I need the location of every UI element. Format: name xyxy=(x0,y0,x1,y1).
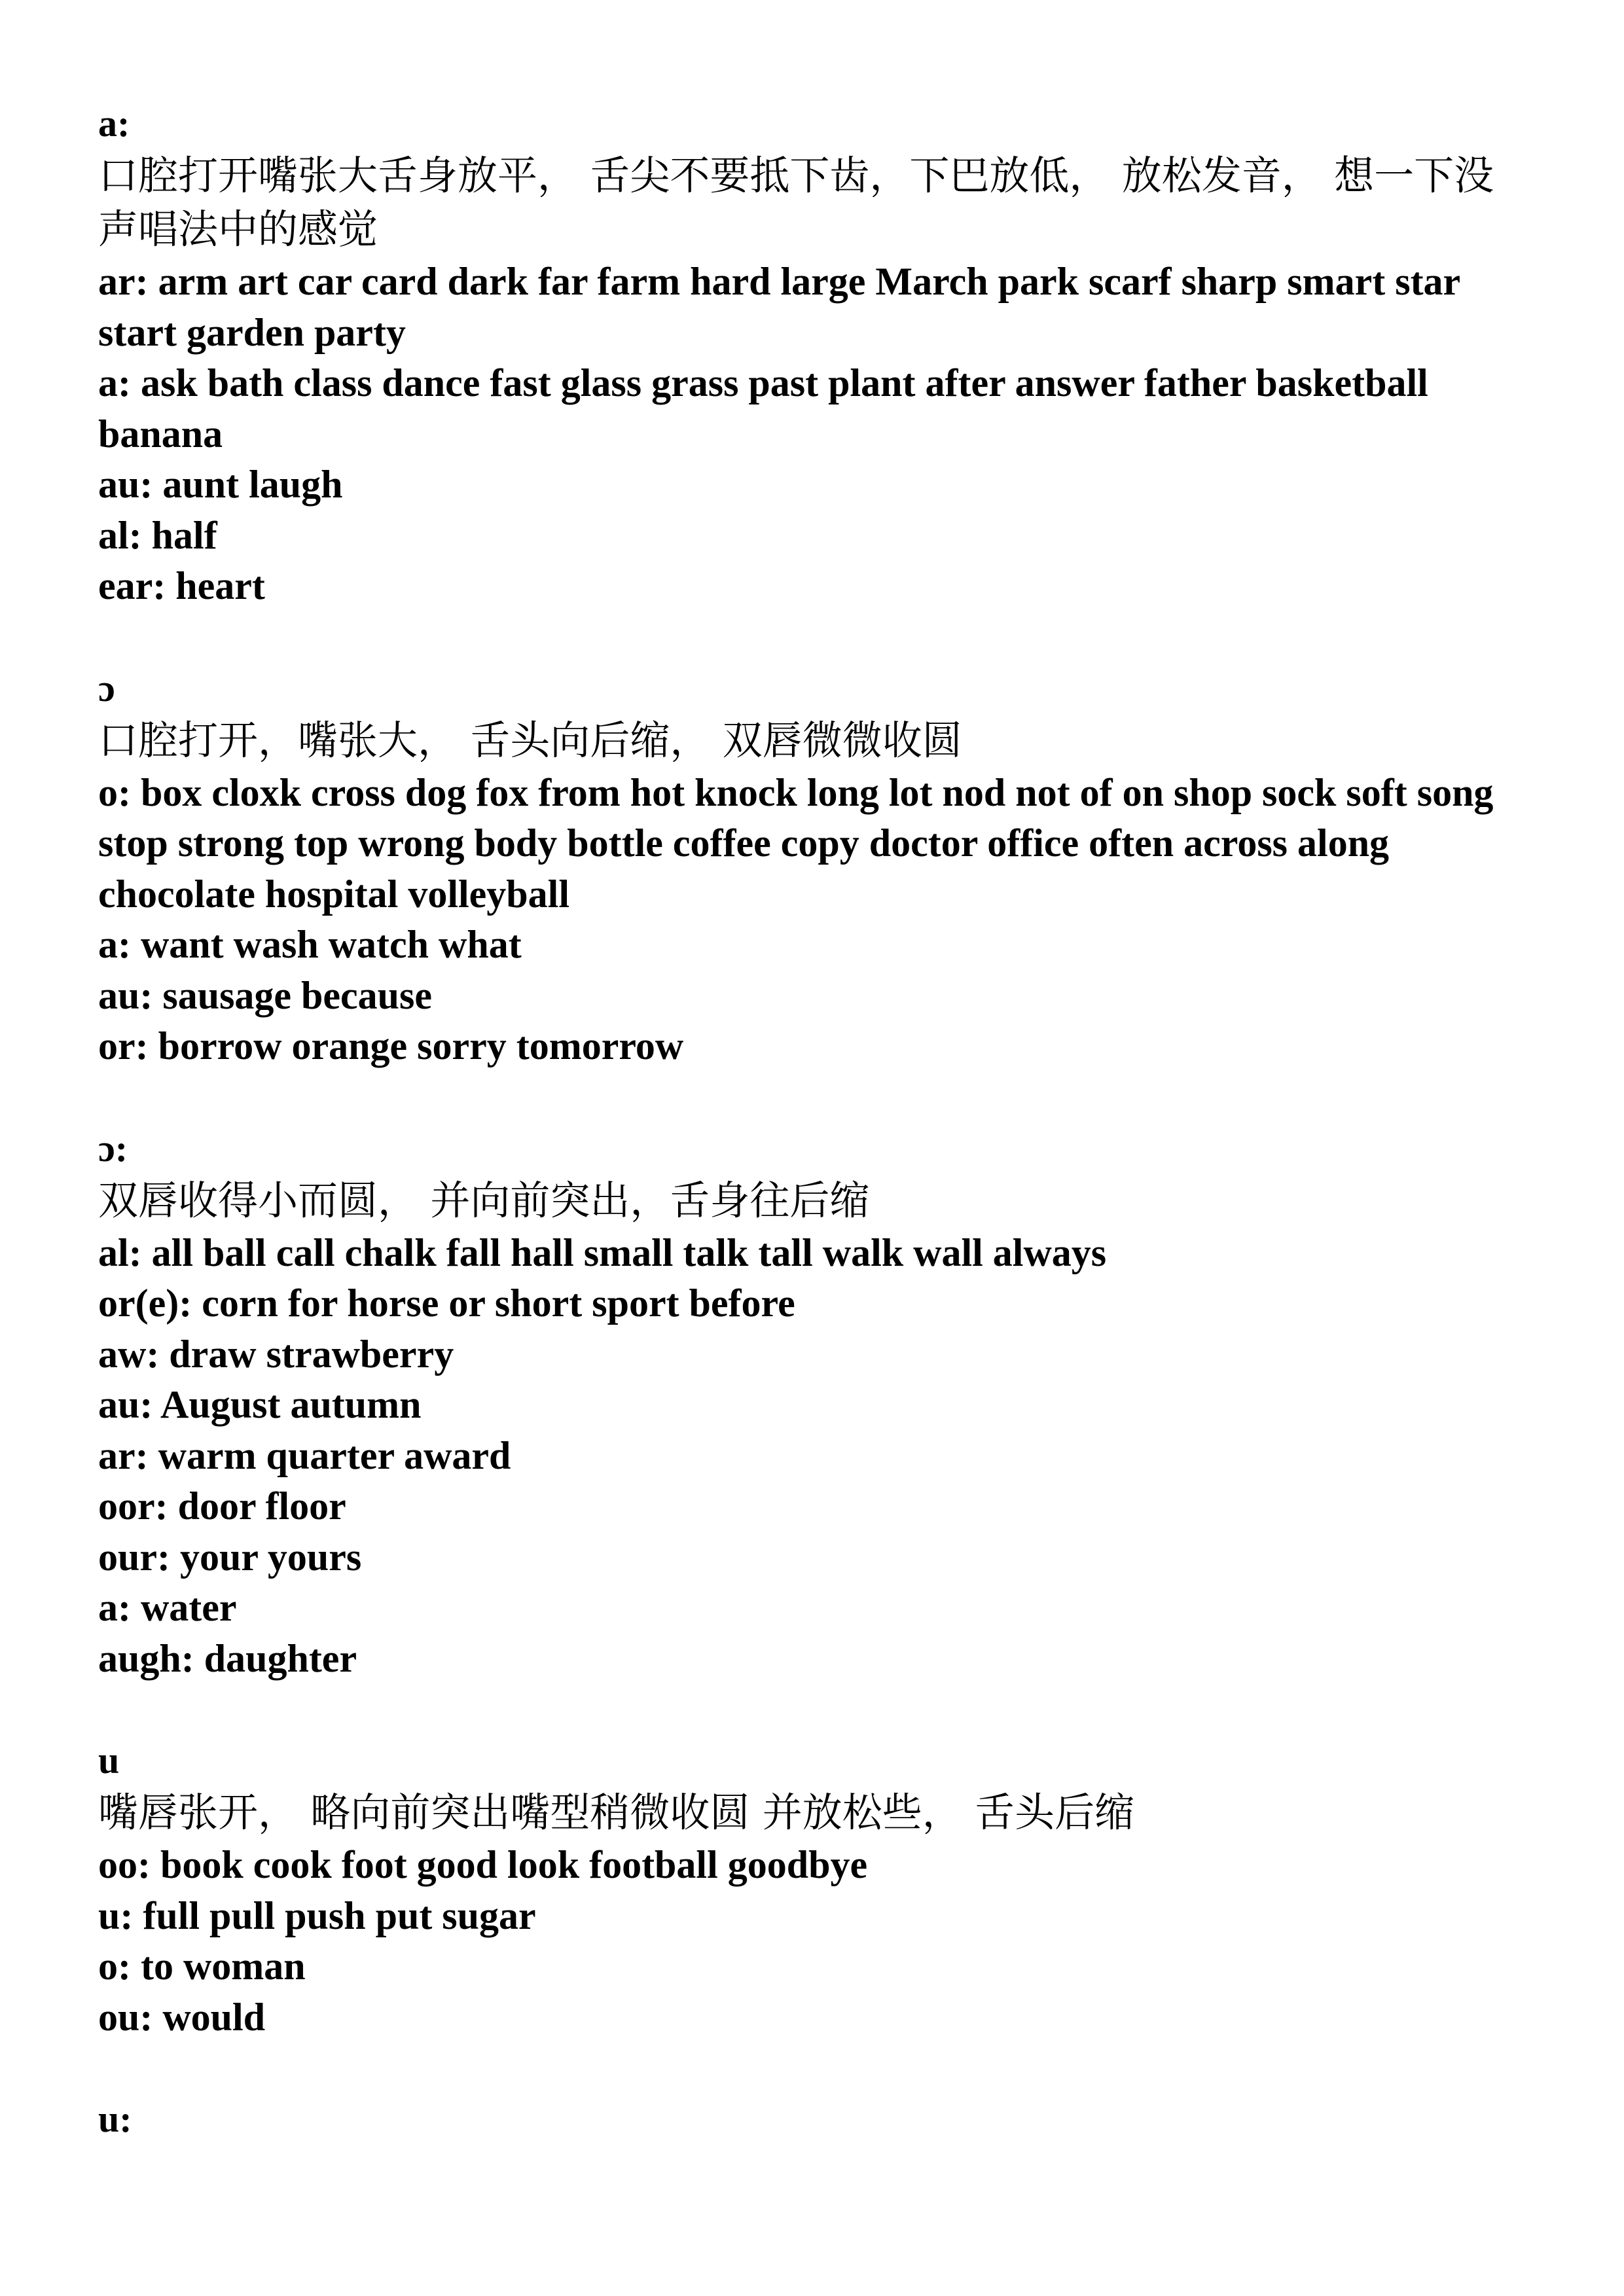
spelling-rule: oo: book cook foot good look football goodbye xyxy=(98,1843,868,1886)
section-a-long xyxy=(98,98,1525,612)
spelling-rule: oor: door floor xyxy=(98,1484,346,1528)
spelling-rule: u: full pull push put sugar xyxy=(98,1893,536,1937)
spelling-rule: or: borrow orange sorry tomorrow xyxy=(98,1024,684,1067)
section-u-long xyxy=(98,2094,1525,2145)
pronunciation-description: 口腔打开，嘴张大， 舌头向后缩， 双唇微微收圆 xyxy=(98,717,962,764)
spelling-rule: aw: draw strawberry xyxy=(98,1332,454,1376)
spelling-rule: ou: would xyxy=(98,1995,266,2039)
phonetic-symbol: u: xyxy=(98,2098,132,2140)
spelling-rule: a: ask bath class dance fast glass grass past plant after answer father basketball banana xyxy=(98,361,1428,456)
spelling-rule: ar: warm quarter award xyxy=(98,1433,511,1477)
section-open-o xyxy=(98,663,1525,1072)
spelling-rule: o: to woman xyxy=(98,1945,306,1988)
spelling-rule: or(e): corn for horse or short sport before xyxy=(98,1282,795,1325)
pronunciation-description: 嘴唇张开， 略向前突出嘴型稍微收圆 并放松些， 舌头后缩 xyxy=(98,1789,1135,1836)
phonetic-symbol: ɔ xyxy=(98,666,115,709)
spelling-rule: au: sausage because xyxy=(98,973,433,1017)
spelling-rule: ear: heart xyxy=(98,564,265,607)
phonics-notes xyxy=(98,98,1525,2196)
phonetic-symbol: a: xyxy=(98,102,130,145)
spelling-rule: a: water xyxy=(98,1586,237,1629)
spelling-rule: ar: arm art car card dark far farm hard large March park scarf sharp smart star start garden party xyxy=(98,260,1460,354)
spelling-rule: au: aunt laugh xyxy=(98,463,343,506)
section-open-o-long xyxy=(98,1123,1525,1685)
spelling-rule: a: want wash watch what xyxy=(98,923,522,966)
spelling-rule: augh: daughter xyxy=(98,1636,357,1680)
pronunciation-description: 口腔打开嘴张大舌身放平， 舌尖不要抵下齿，下巴放低， 放松发音， 想一下没声唱法中的感觉 xyxy=(98,152,1494,253)
pronunciation-description: 双唇收得小而圆， 并向前突出，舌身往后缩 xyxy=(98,1177,870,1224)
spelling-rule: o: box cloxk cross dog fox from hot knock long lot nod not of on shop sock soft song stop strong top wrong body bottle coffee copy doctor office often across along chocolate hospital volleyball xyxy=(98,770,1494,916)
phonetic-symbol: ɔ: xyxy=(98,1126,128,1170)
phonetic-symbol: u xyxy=(98,1739,120,1782)
spelling-rule: our: your yours xyxy=(98,1535,362,1579)
spelling-rule: al: all ball call chalk fall hall small talk tall walk wall always xyxy=(98,1230,1107,1274)
spelling-rule: al: half xyxy=(98,513,217,557)
section-u-short xyxy=(98,1735,1525,2043)
spelling-rule: au: August autumn xyxy=(98,1383,422,1426)
